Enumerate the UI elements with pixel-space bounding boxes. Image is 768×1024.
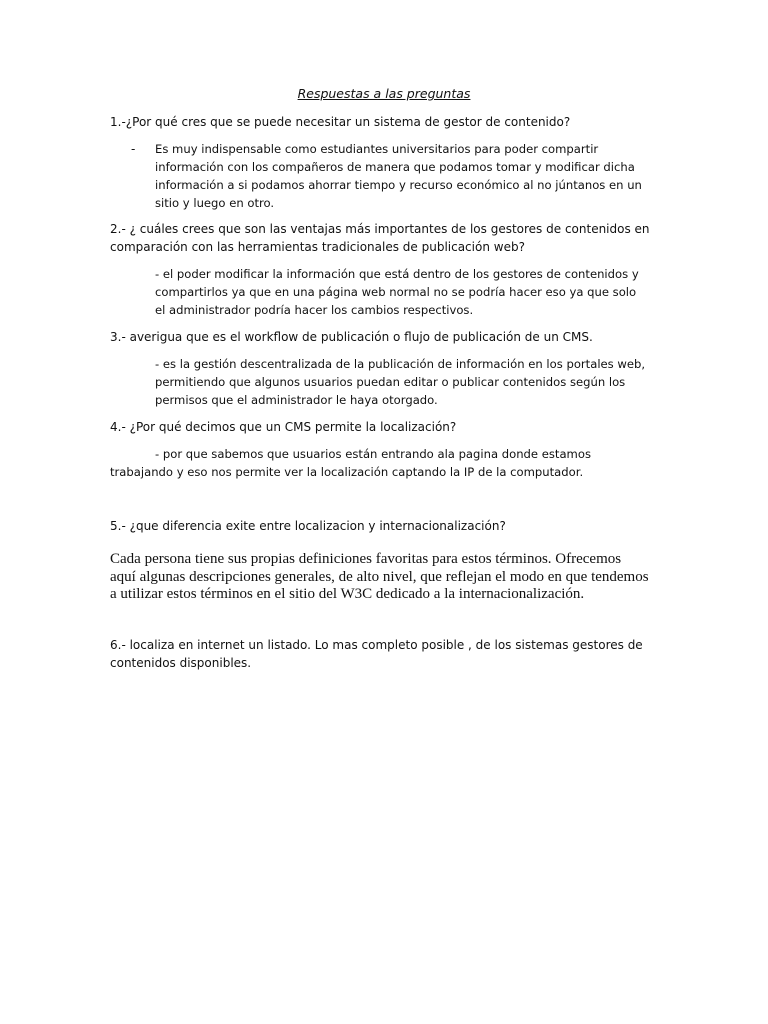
question-6: 6.- localiza en internet un listado. Lo mas completo posible , de los sistemas gestores de contenidos disponibles. xyxy=(110,638,643,670)
answer-1-bullet: - xyxy=(131,142,136,156)
question-4: 4.- ¿Por qué decimos que un CMS permite la localización? xyxy=(110,420,457,434)
answer-2: - el poder modificar la información que está dentro de los gestores de contenidos y compartirlos ya que en una página web normal no se podría hacer eso ya que solo el administrador podría hacer los cambios respectivos. xyxy=(155,267,639,317)
question-5: 5.- ¿que diferencia exite entre localizacion y internacionalización? xyxy=(110,519,506,533)
question-1: 1.-¿Por qué cres que se puede necesitar un sistema de gestor de contenido? xyxy=(110,115,571,129)
question-2: 2.- ¿ cuáles crees que son las ventajas más importantes de los gestores de contenidos en comparación con las herramientas tradicionales de publicación web? xyxy=(110,222,650,254)
answer-5: Cada persona tiene sus propias definiciones favoritas para estos términos. Ofrecemos aquí algunas descripciones generales, de alto nivel, que reflejan el modo en que tendemos a utilizar estos términos en el sitio del W3C dedicado a la internacionalización. xyxy=(110,551,649,602)
question-3: 3.- averigua que es el workflow de publicación o flujo de publicación de un CMS. xyxy=(110,330,593,344)
answer-3: - es la gestión descentralizada de la publicación de información en los portales web, permitiendo que algunos usuarios puedan editar o publicar contenidos según los permisos que el administrador le haya otorgado. xyxy=(155,357,646,407)
answer-4: - por que sabemos que usuarios están entrando ala pagina donde estamos trabajando y eso nos permite ver la localización captando la IP de la computador. xyxy=(110,447,591,479)
answer-1: Es muy indispensable como estudiantes universitarios para poder compartir información con los compañeros de manera que podamos tomar y modificar dicha información a si podamos ahorrar tiempo y recurso económico al no júntanos en un sitio y luego en otro. xyxy=(155,142,642,210)
document-title: Respuestas a las preguntas xyxy=(297,86,471,101)
